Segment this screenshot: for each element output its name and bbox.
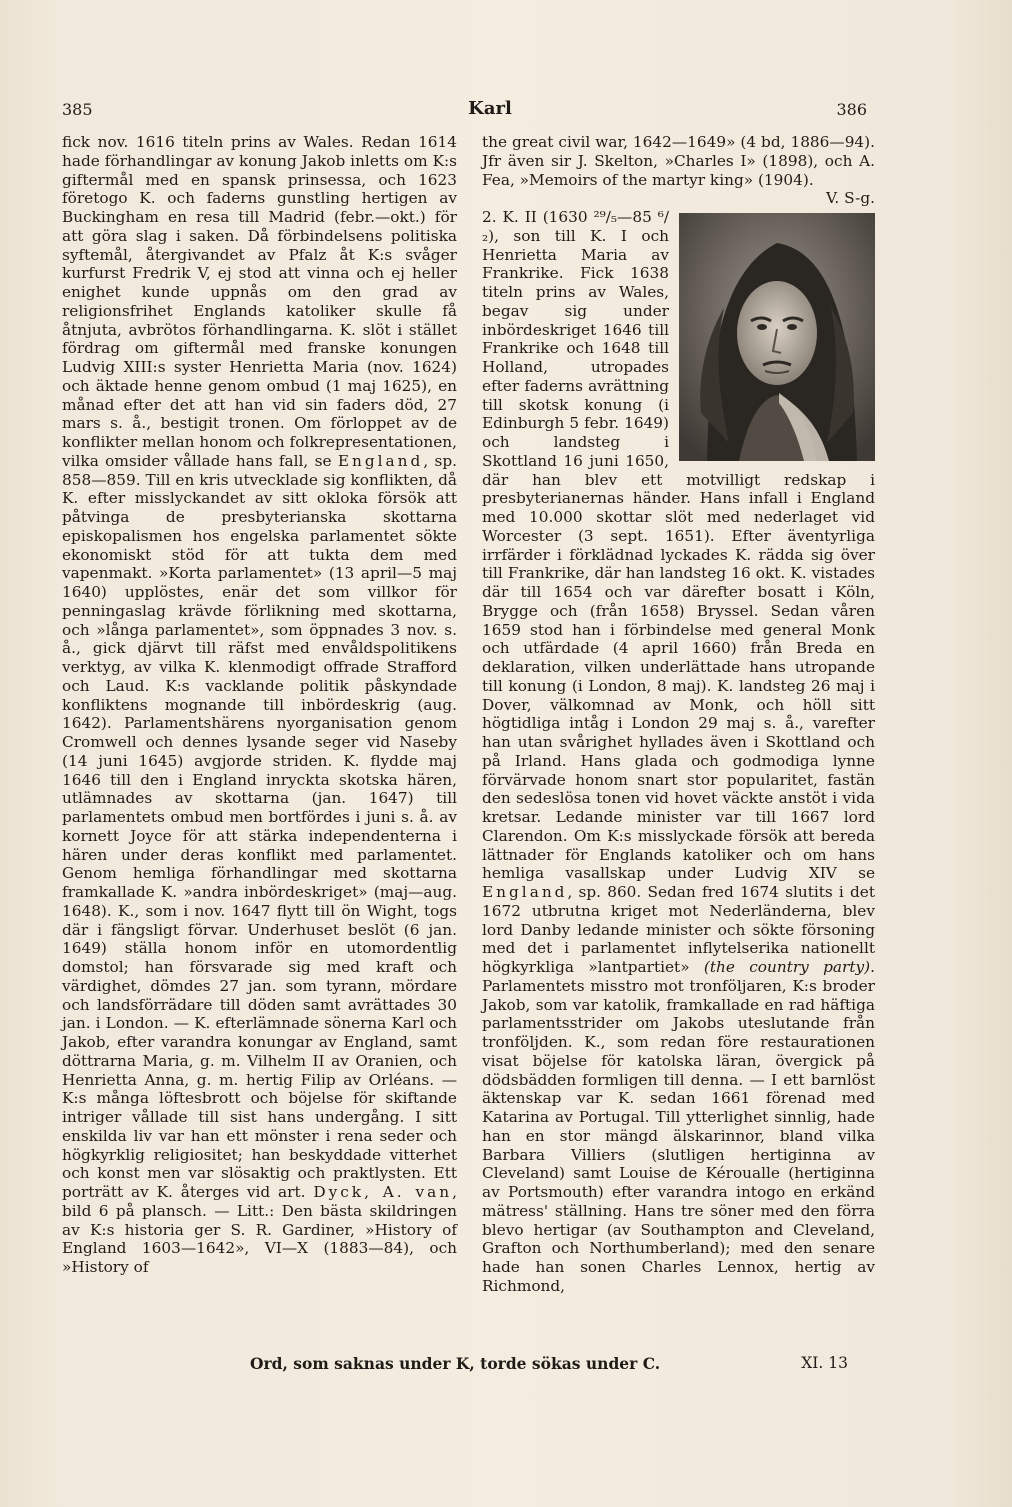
- left-column: [62, 133, 457, 1277]
- cross-reference-artist: Dyck, A. van: [313, 1183, 453, 1201]
- article-text-karl-ii: 2. K. II (1630 ²⁹/₅—85 ⁶/₂), son till K. I och Henrietta Maria av Frankrike. Fick 1638 titeln prins av Wales, begav sig under inbördeskriget 1646 till Frankrike och 1648 till Holland, utropades efter faderns avrättning till skotsk konung (i Edinburgh 5 febr. 1649) och landsteg i Skottland 16 juni 1650, där han blev ett motvilligt redskap i presbyterianernas händer. Hans infall i England med 10.000 skottar slöt med nederlaget vid Worcester (3 sept. 1651). Efter äventyrliga irrfärder i förklädnad lyckades K. rädda sig över till Frankrike, där han landsteg 16 okt. K. vistades där till 1654 och var därefter bosatt i Köln, Brygge och (från 1658) Bryssel. Sedan våren 1659 stod han i förbindelse med general Monk och utfärdade (4 april 1660) från Breda en deklaration, vilken underlättade hans utropande till konung (i London, 8 maj). K. landsteg 26 maj i Dover, välkomnad av Monk, och höll sitt högtidliga intåg i London 29 maj s. å., varefter han utan svårighet hyllades även i Skottland och på Irland. Hans glada och godmodiga lynne förvärvade honom snart stor popularitet, fastän den sedeslösa tonen vid hovet väckte anstöt i vida kretsar. Ledande minister var till 1667 lord Clarendon. Om K:s misslyckade försök att bereda lättnader för Englands katoliker och om hans hemliga vasallskap under Ludvig XIV se England, sp. 860. Sedan fred 1674 slutits i det 1672 utbrutna kriget mot Nederländerna, blev lord Danby ledande minister och sökte försoning med det i parlamentet inflytelserika nationellt högkyrkliga »lantpartiet» (the country party). Parlamentets misstro mot tronföljaren, K:s broder Jakob, som var katolik, framkallade en rad häftiga parlamentsstrider om Jakobs uteslutande från tronföljden. K., som redan före restaurationen visat böjelse för katolska läran, övergick på dödsbädden formligen till denna. — I ett barnlöst äktenskap var K. sedan 1661 förenad med Katarina av Portugal. Till ytterlighet sinnlig, hade han en stor mängd älskarinnor, bland vilka Barbara Villiers (slutligen hertiginna av Cleveland) samt Louise de Kéroualle (hertiginna av Portsmouth) efter varandra intogo en erkänd mätress' ställning. Hans tre söner med den förra blevo hertigar (av Southampton and Cleveland, Grafton och Northumberland); med den senare hade han sonen Charles Lennox, hertig av Richmond,: [482, 208, 875, 1295]
- bibliography-continued: the great civil war, 1642—1649» (4 bd, 1886—94). Jfr även sir J. Skelton, »Charles I» (1898), och A. Fea, »Memoirs of the martyr king» (1904). V. S-g.: [482, 133, 875, 208]
- author-signature: V. S-g.: [826, 189, 875, 208]
- portrait-image: [679, 213, 875, 461]
- page-number-right: 386: [836, 100, 867, 119]
- running-head: Karl: [468, 98, 512, 119]
- cross-reference: England: [337, 451, 424, 470]
- signature-mark: XI. 13: [801, 1354, 848, 1372]
- page-number-left: 385: [62, 100, 93, 119]
- cross-reference: England: [482, 883, 568, 901]
- footer-note: Ord, som saknas under K, torde sökas under C.: [250, 1354, 661, 1373]
- article-text-karl-i: fick nov. 1616 titeln prins av Wales. Redan 1614 hade förhandlingar av konung Jakob inletts om K:s giftermål med en spansk prinsessa, och 1623 företogo K. och faderns gunstling hertigen av Buckingham en resa till Madrid (febr.—okt.) för att göra slag i saken. Då förbindelsens politiska syftemål, återgivandet av Pfalz åt K:s svåger kurfurst Fredrik V, ej stod att vinna och ej heller enighet kunde uppnås om den grad av religionsfrihet Englands katoliker skulle få åtnjuta, avbrötos förhandlingarna. K. slöt i stället fördrag om giftermål med franske konungen Ludvig XIII:s syster Henrietta Maria (nov. 1624) och äktade henne genom ombud (1 maj 1625), en månad efter det att han vid sin faders död, 27 mars s. å., bestigit tronen. Om förloppet av de konflikter mellan honom och folkrepresentationen, vilka omsider vållade hans fall, se England, sp. 858—859. Till en kris utvecklade sig konflikten, då K. efter misslyckandet av sitt okloka försök att påtvinga de presbyterianska skottarna episkopalismen hos engelska parlamentet sökte ekonomiskt stöd för att tukta dem med vapenmakt. »Korta parlamentet» (13 april—5 maj 1640) upplöstes, enär det som villkor för penningaslag krävde förlikning med skottarna, och »långa parlamentet», som öppnades 3 nov. s. å., gick djärvt till räfst med envåldspolitikens verktyg, av vilka K. klenmodigt offrade Strafford och Laud. K:s vacklande politik påskyndade konfliktens mognande till inbördeskrig (aug. 1642). Parlamentshärens nyorganisation genom Cromwell och dennes lysande seger vid Naseby (14 juni 1645) avgjorde striden. K. flydde maj 1646 till den i England inryckta skotska hären, utlämnades av skottarna (jan. 1647) till parlamentets ombud men bortfördes i juni s. å. av kornett Joyce för att stärka independenterna i hären under deras konflikt med parlamentet. Genom hemliga förhandlingar med skottarna framkallade K. »andra inbördeskriget» (maj—aug. 1648). K., som i nov. 1647 flytt till ön Wight, togs där i fängsligt förvar. Underhuset beslöt (6 jan. 1649) ställa honom inför en utomordentlig domstol; han försvarade sig med kraft och värdighet, dömdes 27 jan. som tyrann, mördare och landsförrädare till döden samt avrättades 30 jan. i London. — K. efterlämnade sönerna Karl och Jakob, efter varandra konungar av England, samt döttrarna Maria, g. m. Vilhelm II av Oranien, och Henrietta Anna, g. m. hertig Filip av Orléans. — K:s många löftesbrott och böjelse för skiftande intriger vållade till sist hans undergång. I sitt enskilda liv var han ett mönster i rena seder och högkyrklig religiositet; han beskyddade vitterhet och konst men var slösaktig och praktlysten. Ett porträtt av K. återges vid art. Dyck, A. van, bild 6 på plansch. — Litt.: Den bästa skildringen av K:s historia ger S. R. Gardiner, »History of England 1603—1642», VI—X (1883—84), och »History of: [62, 133, 457, 1276]
- right-column: [482, 133, 875, 1296]
- portrait-drawing: [679, 213, 875, 461]
- italic-phrase: (the country party): [703, 958, 871, 976]
